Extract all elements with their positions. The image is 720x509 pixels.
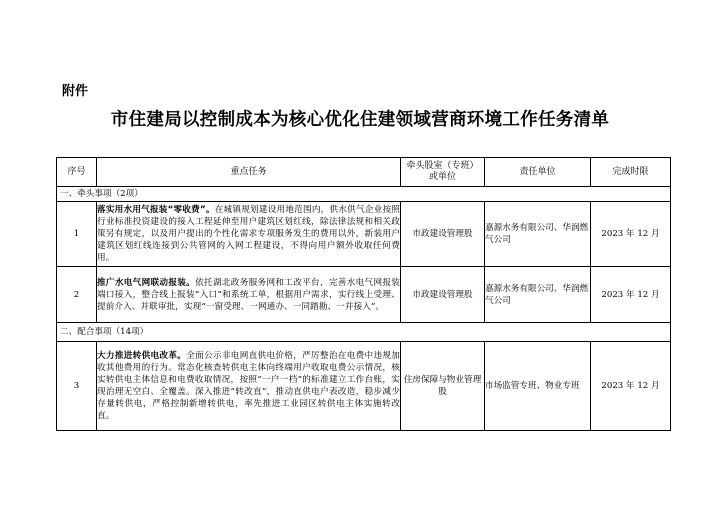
col-header-lead: [401, 158, 485, 187]
table-row: [57, 342, 671, 431]
responsible-unit-cell: 市场监管专班、物业专班: [485, 342, 591, 431]
task-cell: [97, 202, 401, 267]
task-list-table: [56, 157, 671, 431]
row-number: 2: [57, 267, 97, 323]
deadline-cell: 2023 年 12 月: [591, 342, 671, 431]
row-number: 3: [57, 342, 97, 431]
lead-unit-cell: 市政建设管理股: [401, 267, 485, 323]
section-title-support-items: 二、配合事项（14项）: [57, 323, 671, 342]
task-body: 在城镇规划建设用地范围内，供水供气企业按照行业标准投资建设的接入工程延伸至用户建筑区划红线，除法律法规和相关政策另有规定，以及用户提出的个性化需求专项服务发生的费用以外，新装用户建筑区划红线连接到公共管网的入网工程建设，不得向用户额外收取任何费用。: [97, 205, 400, 263]
deadline-cell: 2023 年 12 月: [591, 202, 671, 267]
col-header-no: 序号: [57, 158, 97, 187]
task-title: 大力推进转供电改革。: [97, 351, 187, 361]
task-title: 落实用水用气报装“零收费”。: [97, 205, 215, 215]
responsible-unit-cell: 嘉源水务有限公司、华润燃气公司: [485, 267, 591, 323]
deadline-cell: 2023 年 12 月: [591, 267, 671, 323]
document-title: 市住建局以控制成本为核心优化住建领域营商环境工作任务清单: [110, 110, 610, 130]
task-body: 依托湖北政务服务网和工改平台，完善水电气网报装端口接入，整合线上报装“入口”和系统工单，根据用户需求，实行线上受理、提前介入、并联审批，实现“一窗受理、一网通办、一同踏勘、一并接入”。: [97, 277, 400, 312]
task-cell: [97, 267, 401, 323]
table-row: [57, 202, 671, 267]
lead-unit-cell: 住房保障与物业管理股: [401, 342, 485, 431]
section-row: [57, 323, 671, 342]
table-row: [57, 267, 671, 323]
task-body: 全面公示非电网直供电价格，严厉整治在电费中违规加收其他费用的行为。常态化核查转供电主体向终端用户收取电费公示情况，核实转供电主体信息和电费收取情况，按照“一户一档”的标准建立工作台账，实现治理无空白、全覆盖。深入推进“转改直”，推动直供电户表改造，稳步减少存量转供电，严格控制新增转供电，率先推进工业园区转供电主体实施转改直。: [97, 351, 400, 421]
responsible-unit-cell: 嘉源水务有限公司、华润燃气公司: [485, 202, 591, 267]
lead-unit-cell: 市政建设管理股: [401, 202, 485, 267]
col-header-task: 重点任务: [97, 158, 401, 187]
table-header-row: [57, 158, 671, 187]
col-header-deadline: 完成时限: [591, 158, 671, 187]
task-title: 推广水电气网联动报装。: [97, 277, 196, 288]
col-header-responsible: 责任单位: [485, 158, 591, 187]
row-number: 1: [57, 202, 97, 267]
attachment-label: 附件: [62, 84, 89, 99]
col-header-lead-line2: 或单位: [428, 172, 456, 182]
col-header-lead-line1: 牵头股室（专班）: [406, 161, 479, 171]
section-row: [57, 187, 671, 202]
section-title-lead-items: 一、牵头事项（2项）: [57, 187, 671, 202]
task-cell: [97, 342, 401, 431]
